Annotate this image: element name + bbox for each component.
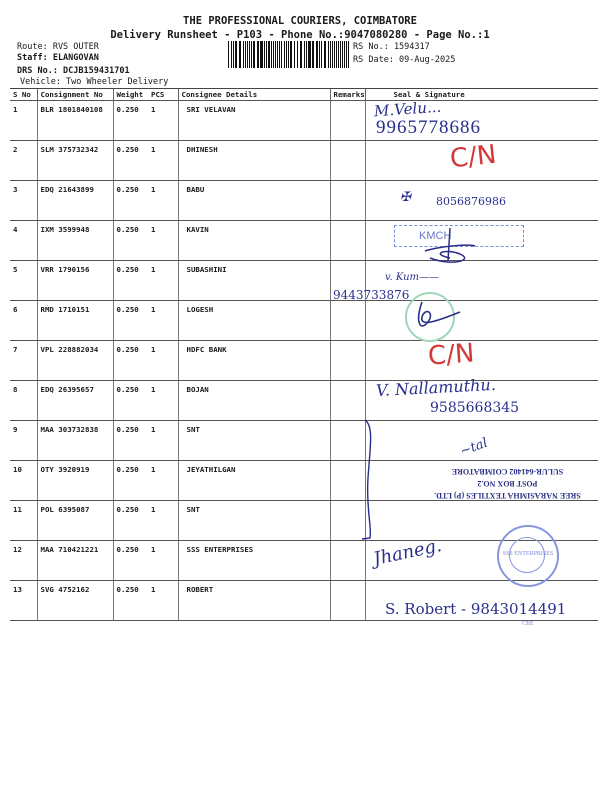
table-header: [10, 89, 598, 101]
seal-text: SSS ENTERPRISES CBE: [502, 551, 554, 627]
cn-mark-row7: C/N: [427, 338, 476, 372]
cell-consignee: ROBERT: [178, 581, 330, 621]
green-stamp-and-signature-row6: [400, 292, 480, 342]
signature-row5-name: v. Kum——: [385, 272, 439, 283]
cell-sno: 11: [10, 501, 37, 541]
cell-pcs: 1: [148, 581, 178, 621]
col-sno: S No: [10, 89, 37, 101]
table-row: [10, 181, 598, 221]
barcode-bar: [291, 41, 292, 68]
rs-date: RS Date: 09-Aug-2025: [353, 55, 456, 65]
cell-consignment: OTY 3920919: [37, 461, 113, 501]
barcode-bar: [258, 41, 259, 68]
vehicle: Vehicle: Two Wheeler Delivery: [20, 77, 169, 87]
table-row: [10, 261, 598, 301]
cell-remarks: [330, 221, 365, 261]
cell-consignment: VPL 228882034: [37, 341, 113, 381]
cell-remarks: [330, 581, 365, 621]
cell-consignment: VRR 1790156: [37, 261, 113, 301]
cell-remarks: [330, 181, 365, 221]
barcode-bar: [245, 41, 246, 68]
barcode-bar: [346, 41, 347, 68]
signature-row1-name: M.Velu...: [373, 97, 442, 121]
cell-consignment: BLR 1801840108: [37, 101, 113, 141]
cell-sno: 7: [10, 341, 37, 381]
barcode-bar: [308, 41, 309, 68]
cell-consignment: RMD 1710151: [37, 301, 113, 341]
cell-weight: 0.250: [113, 101, 148, 141]
kmch-stamp: KMCH: [394, 225, 524, 247]
cell-weight: 0.250: [113, 421, 148, 461]
cell-sno: 4: [10, 221, 37, 261]
cell-consignment: SVG 4752162: [37, 581, 113, 621]
drs-number: DRS No.: DCJB159431701: [17, 66, 130, 76]
table-row: [10, 341, 598, 381]
barcode-bar: [247, 41, 248, 68]
cell-weight: 0.250: [113, 261, 148, 301]
barcode-bar: [338, 41, 339, 68]
cell-pcs: 1: [148, 141, 178, 181]
signature-row4: [420, 226, 480, 266]
cell-consignment: MAA 303732838: [37, 421, 113, 461]
route: Route: RVS OUTER: [17, 42, 99, 52]
barcode-bar: [313, 41, 314, 68]
cell-sno: 13: [10, 581, 37, 621]
barcode-bar: [236, 41, 237, 68]
barcode-bar: [340, 41, 341, 68]
cell-consignee: DHINESH: [178, 141, 330, 181]
barcode-bar: [279, 41, 280, 68]
barcode-bar: [328, 41, 329, 68]
signature-row3: ✠: [400, 190, 411, 205]
rs-number: RS No.: 1594317: [353, 42, 430, 52]
col-remarks: Remarks: [330, 89, 365, 101]
cell-pcs: 1: [148, 461, 178, 501]
cell-consignee: SSS ENTERPRISES: [178, 541, 330, 581]
barcode-bar: [228, 41, 229, 68]
cell-pcs: 1: [148, 341, 178, 381]
barcode-bar: [288, 41, 289, 68]
signature-row8-name: V. Nallamuthu.: [375, 374, 497, 401]
barcode-bar: [286, 41, 287, 68]
barcode-bar: [344, 41, 345, 68]
barcode-bar: [317, 41, 318, 68]
barcode-bar: [260, 41, 261, 68]
barcode-bar: [348, 41, 349, 68]
cell-weight: 0.250: [113, 221, 148, 261]
cell-consignee: BOJAN: [178, 381, 330, 421]
cell-weight: 0.250: [113, 541, 148, 581]
barcode-bar: [330, 41, 331, 68]
barcode-bar: [336, 41, 337, 68]
barcode-bar: [269, 41, 270, 68]
col-weight: Weight: [113, 89, 148, 101]
barcode-bar: [264, 41, 265, 68]
barcode-bar: [301, 41, 302, 68]
barcode-bar: [266, 41, 267, 68]
barcode-bar: [233, 41, 234, 68]
signature-row13: S. Robert - 9843014491: [385, 600, 567, 618]
signature-row1-phone: 9965778686: [376, 117, 481, 138]
signature-row3-phone: 8056876986: [436, 195, 506, 208]
cell-seal: [365, 501, 598, 541]
col-consignee: Consignee Details: [178, 89, 330, 101]
col-pcs: PCS: [148, 89, 178, 101]
table-row: [10, 141, 598, 181]
brace-rows9-11: [360, 418, 390, 543]
cell-consignee: SUBASHINI: [178, 261, 330, 301]
barcode-bar: [268, 41, 269, 68]
cell-weight: 0.250: [113, 461, 148, 501]
cell-weight: 0.250: [113, 501, 148, 541]
barcode-bar: [325, 41, 326, 68]
signature-row12: Jhaneg.: [371, 535, 444, 570]
col-seal: Seal & Signature: [365, 89, 598, 101]
col-consignment: Consignment No: [37, 89, 113, 101]
barcode-bar: [254, 41, 255, 68]
cell-remarks: [330, 141, 365, 181]
cell-remarks: [330, 101, 365, 141]
cell-consignment: EDQ 26395657: [37, 381, 113, 421]
cell-consignment: IXM 3599948: [37, 221, 113, 261]
cell-weight: 0.250: [113, 181, 148, 221]
barcode-bar: [253, 41, 254, 68]
cell-pcs: 1: [148, 221, 178, 261]
cell-pcs: 1: [148, 261, 178, 301]
cell-pcs: 1: [148, 381, 178, 421]
cell-remarks: [330, 381, 365, 421]
barcode-bar: [334, 41, 335, 68]
barcode-bar: [275, 41, 276, 68]
barcode-bar: [261, 41, 262, 68]
barcode-bar: [306, 41, 307, 68]
barcode-bar: [290, 41, 291, 68]
barcode-bar: [271, 41, 272, 68]
cell-remarks: [330, 341, 365, 381]
cell-weight: 0.250: [113, 581, 148, 621]
cell-sno: 9: [10, 421, 37, 461]
barcode-bar: [251, 41, 252, 68]
barcode-bar: [235, 41, 236, 68]
barcode-bar: [300, 41, 301, 68]
barcode-bar: [297, 41, 298, 68]
barcode-bar: [309, 41, 310, 68]
cell-sno: 2: [10, 141, 37, 181]
snt-company-stamp: [425, 465, 590, 501]
cell-remarks: [330, 541, 365, 581]
cell-pcs: 1: [148, 541, 178, 581]
cell-sno: 3: [10, 181, 37, 221]
barcode-bar: [332, 41, 333, 68]
barcode-bar: [321, 41, 322, 68]
cell-consignment: SLM 375732342: [37, 141, 113, 181]
stamp-line: SULUR-641402 COIMBATORE: [451, 467, 564, 476]
cell-consignment: POL 6395087: [37, 501, 113, 541]
cell-pcs: 1: [148, 501, 178, 541]
barcode-bar: [312, 41, 313, 68]
cell-consignee: JEYATHILGAN: [178, 461, 330, 501]
cell-seal: [365, 341, 598, 381]
cell-remarks: [330, 301, 365, 341]
cell-sno: 6: [10, 301, 37, 341]
barcode-bar: [294, 41, 295, 68]
cell-consignee: HDFC BANK: [178, 341, 330, 381]
cell-consignee: KAVIN: [178, 221, 330, 261]
cell-consignee: SNT: [178, 501, 330, 541]
signature-row8-phone: 9585668345: [430, 400, 520, 416]
barcode: [228, 41, 350, 68]
cell-weight: 0.250: [113, 341, 148, 381]
cell-sno: 1: [10, 101, 37, 141]
table-row: [10, 301, 598, 341]
stamp-line: SREE NARASIMHA TEXTILES (P) LTD.: [434, 491, 581, 500]
cell-pcs: 1: [148, 421, 178, 461]
table-row: [10, 101, 598, 141]
cn-mark-row2: C/N: [448, 139, 498, 175]
cell-consignment: EDQ 21643899: [37, 181, 113, 221]
barcode-bar: [273, 41, 274, 68]
cell-consignment: MAA 710421221: [37, 541, 113, 581]
barcode-bar: [239, 41, 240, 68]
stamp-line: POST BOX NO.2: [477, 479, 538, 488]
cell-pcs: 1: [148, 181, 178, 221]
signature-row10: ~tal: [458, 435, 490, 460]
barcode-bar: [243, 41, 244, 68]
barcode-bar: [281, 41, 282, 68]
cell-sno: 5: [10, 261, 37, 301]
barcode-bar: [257, 41, 258, 68]
barcode-bar: [231, 41, 232, 68]
cell-pcs: 1: [148, 301, 178, 341]
cell-sno: 10: [10, 461, 37, 501]
barcode-bar: [304, 41, 305, 68]
cell-consignee: LOGESH: [178, 301, 330, 341]
barcode-bar: [240, 41, 241, 68]
cell-consignee: BABU: [178, 181, 330, 221]
cell-weight: 0.250: [113, 141, 148, 181]
cell-consignee: SRI VELAVAN: [178, 101, 330, 141]
cell-pcs: 1: [148, 101, 178, 141]
barcode-bar: [316, 41, 317, 68]
barcode-bar: [319, 41, 320, 68]
barcode-bar: [342, 41, 343, 68]
cell-sno: 12: [10, 541, 37, 581]
cell-weight: 0.250: [113, 381, 148, 421]
barcode-bar: [324, 41, 325, 68]
cell-weight: 0.250: [113, 301, 148, 341]
cell-consignee: SNT: [178, 421, 330, 461]
cell-sno: 8: [10, 381, 37, 421]
signature-row5-phone: 9443733876: [333, 288, 410, 302]
table-row: [10, 421, 598, 461]
sss-enterprises-seal: [497, 525, 559, 627]
runsheet-subtitle: Delivery Runsheet - P103 - Phone No.:9047080280 - Page No.:1: [110, 29, 490, 41]
barcode-bar: [277, 41, 278, 68]
barcode-bar: [249, 41, 250, 68]
staff: Staff: ELANGOVAN: [17, 53, 99, 63]
barcode-bar: [284, 41, 285, 68]
company-title: THE PROFESSIONAL COURIERS, COIMBATORE: [183, 15, 417, 27]
